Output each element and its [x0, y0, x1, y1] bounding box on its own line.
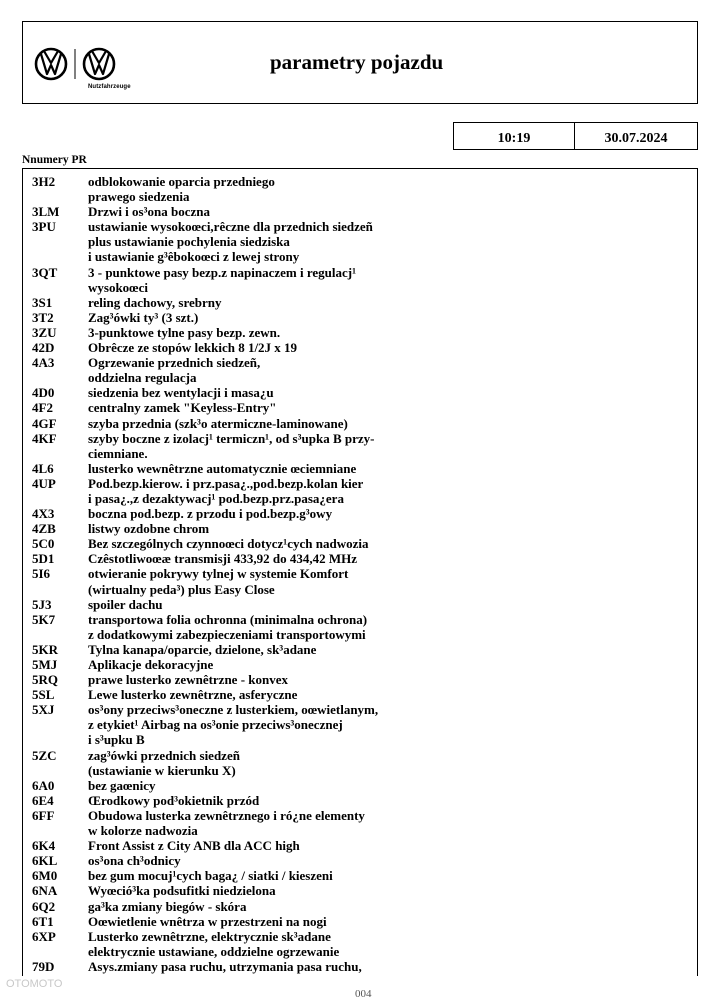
pr-item: [23, 748, 697, 763]
pr-description: Œrodkowy pod³okietnik przód: [88, 792, 260, 808]
pr-description: Bez szczególnych czynnoœci dotycz¹cych nadwozia: [88, 536, 369, 552]
pr-description: Drzwi i os³ona boczna: [88, 204, 210, 220]
pr-description: Oœwietlenie wnêtrza w przestrzeni na nogi: [88, 913, 327, 929]
pr-item: [23, 687, 697, 702]
pr-item: [23, 959, 697, 974]
pr-code: 6Q2: [32, 898, 56, 914]
pr-item-continuation: [23, 491, 697, 506]
pr-item: [23, 204, 697, 219]
pr-description: Asys.zmiany pasa ruchu, utrzymania pasa ruchu,: [88, 958, 362, 974]
pr-code: 79D: [32, 958, 55, 974]
pr-code: [23, 370, 88, 385]
time-value: 10:19: [497, 131, 531, 146]
pr-description: Obudowa lusterka zewnêtrznego i ró¿ne elementy: [88, 807, 365, 823]
pr-item: [23, 219, 697, 234]
pr-item: [23, 536, 697, 551]
pr-description: boczna pod.bezp. z przodu i pod.bezp.g³owy: [88, 506, 333, 522]
pr-item: [23, 868, 697, 883]
pr-code: 6FF: [32, 807, 55, 823]
pr-code: 4D0: [32, 385, 55, 401]
pr-description: wysokoœci: [88, 279, 148, 295]
pr-description: Lewe lusterko zewnêtrzne, asferyczne: [88, 687, 298, 703]
pr-code: 3ZU: [32, 324, 57, 340]
pr-item: [23, 416, 697, 431]
pr-description: prawe lusterko zewnêtrzne - konvex: [88, 672, 289, 688]
pr-code: 5K7: [32, 611, 56, 627]
pr-code: 3S1: [32, 294, 53, 310]
pr-description: bez gaœnicy: [88, 777, 156, 793]
pr-description: centralny zamek "Keyless-Entry": [88, 400, 277, 416]
pr-description: os³ona ch³odnicy: [88, 853, 181, 869]
pr-code: 42D: [32, 340, 55, 356]
pr-code: [23, 234, 88, 249]
pr-item: [23, 461, 697, 476]
pr-code: [23, 491, 88, 506]
time-cell: [453, 122, 575, 150]
pr-item-continuation: [23, 823, 697, 838]
pr-item: [23, 265, 697, 280]
pr-code: 5I6: [32, 566, 51, 582]
page-title: parametry pojazdu: [270, 50, 444, 74]
pr-item: [23, 431, 697, 446]
pr-item: [23, 914, 697, 929]
pr-description: i s³upku B: [88, 732, 145, 748]
pr-description: Zag³ówki ty³ (3 szt.): [88, 309, 199, 325]
pr-description: prawego siedzenia: [88, 189, 190, 205]
date-cell: [574, 122, 698, 150]
pr-item-continuation: [23, 627, 697, 642]
pr-code: 4KF: [32, 430, 57, 446]
pr-item: [23, 597, 697, 612]
pr-code: 5ZC: [32, 747, 57, 763]
pr-description: reling dachowy, srebrny: [88, 294, 222, 310]
pr-code: 4F2: [32, 400, 53, 416]
pr-item-continuation: [23, 446, 697, 461]
pr-code: 3PU: [32, 219, 56, 235]
pr-item: [23, 929, 697, 944]
pr-list: [23, 174, 697, 974]
pr-item-continuation: [23, 717, 697, 732]
pr-code: 6T1: [32, 913, 54, 929]
pr-code: 3LM: [32, 204, 60, 220]
pr-code: 3T2: [32, 309, 54, 325]
pr-description: otwieranie pokrywy tylnej w systemie Komfort: [88, 566, 349, 582]
pr-item: [23, 793, 697, 808]
pr-item: [23, 566, 697, 581]
pr-code: [23, 446, 88, 461]
pr-code: [23, 717, 88, 732]
pr-item: [23, 521, 697, 536]
pr-description: z dodatkowymi zabezpieczeniami transportowymi: [88, 626, 366, 642]
pr-code: 6NA: [32, 883, 58, 899]
pr-item: [23, 612, 697, 627]
pr-description: listwy ozdobne chrom: [88, 521, 210, 537]
pr-code: [23, 763, 88, 778]
pr-description: Pod.bezp.kierow. i prz.pasa¿.,pod.bezp.kolan kier: [88, 475, 364, 491]
pr-item: [23, 355, 697, 370]
pr-code: 4A3: [32, 355, 55, 371]
pr-description: siedzenia bez wentylacji i masa¿u: [88, 385, 274, 401]
pr-code: 6XP: [32, 928, 56, 944]
pr-code: [23, 582, 88, 597]
pr-code: [23, 280, 88, 295]
pr-description: i ustawianie g³êbokoœci z lewej strony: [88, 249, 300, 265]
pr-item-continuation: [23, 582, 697, 597]
pr-description: 3-punktowe tylne pasy bezp. zewn.: [88, 324, 281, 340]
pr-code: 5C0: [32, 536, 55, 552]
page-fragment: 004: [355, 988, 372, 999]
pr-description: 3 - punktowe pasy bezp.z napinaczem i regulacj¹: [88, 264, 356, 280]
pr-description: os³ony przeciws³oneczne z lusterkiem, oœwietlanym,: [88, 702, 379, 718]
pr-item: [23, 551, 697, 566]
pr-item-continuation: [23, 763, 697, 778]
pr-code: 5KR: [32, 641, 58, 657]
pr-item-continuation: [23, 249, 697, 264]
pr-item: [23, 672, 697, 687]
pr-code: [23, 732, 88, 747]
pr-list-box: [22, 168, 698, 976]
pr-item: [23, 702, 697, 717]
pr-description: i pasa¿.,z dezaktywacj¹ pod.bezp.prz.pasa¿era: [88, 490, 344, 506]
pr-code: 4L6: [32, 460, 54, 476]
pr-code: 5MJ: [32, 657, 58, 672]
pr-item: [23, 808, 697, 823]
pr-description: Czêstotliwoœæ transmisji 433,92 do 434,42 MHz: [88, 551, 357, 567]
pr-item: [23, 642, 697, 657]
pr-item: [23, 295, 697, 310]
pr-item: [23, 340, 697, 355]
pr-item: [23, 838, 697, 853]
pr-code: 4X3: [32, 506, 55, 522]
watermark: OTOMOTO: [6, 978, 63, 990]
pr-item-continuation: [23, 280, 697, 295]
pr-code: [23, 627, 88, 642]
pr-description: lusterko wewnêtrzne automatycznie œciemniane: [88, 460, 357, 476]
pr-item: [23, 657, 697, 672]
pr-code: [23, 944, 88, 959]
pr-item-continuation: [23, 189, 697, 204]
pr-item-continuation: [23, 732, 697, 747]
pr-description: ciemniane.: [88, 445, 148, 461]
pr-description: zag³ówki przednich siedzeñ: [88, 747, 240, 763]
pr-description: elektrycznie ustawiane, oddzielne ogrzewanie: [88, 943, 340, 959]
pr-description: Wyœció³ka podsufitki niedzielona: [88, 883, 276, 899]
pr-item: [23, 476, 697, 491]
pr-description: bez gum mocuj¹cych baga¿ / siatki / kieszeni: [88, 868, 333, 884]
pr-description: (wirtualny peda³) plus Easy Close: [88, 581, 275, 597]
pr-item-continuation: [23, 944, 697, 959]
pr-code: [23, 189, 88, 204]
header-box: [22, 21, 698, 104]
pr-description: Ogrzewanie przednich siedzeñ,: [88, 355, 261, 371]
pr-code: 4ZB: [32, 521, 56, 537]
pr-item: [23, 385, 697, 400]
vw-logos: [33, 46, 133, 96]
pr-code: 5J3: [32, 596, 52, 612]
pr-description: ustawianie wysokoœci,rêczne dla przednich siedzeñ: [88, 219, 373, 235]
pr-description: odblokowanie oparcia przedniego: [88, 174, 275, 189]
pr-description: oddzielna regulacja: [88, 370, 197, 386]
pr-code: 4GF: [32, 415, 57, 431]
logo-caption: Nutzfahrzeuge: [88, 84, 131, 90]
pr-code: 4UP: [32, 475, 56, 491]
pr-code: 6A0: [32, 777, 55, 793]
pr-item-continuation: [23, 370, 697, 385]
pr-description: szyba przednia (szk³o atermiczne-laminowane): [88, 415, 348, 431]
pr-code: 5SL: [32, 687, 55, 703]
pr-code: 5RQ: [32, 672, 58, 688]
pr-description: z etykiet¹ Airbag na os³onie przeciws³onecznej: [88, 717, 343, 733]
pr-code: 6K4: [32, 838, 56, 854]
pr-description: Lusterko zewnêtrzne, elektrycznie sk³adane: [88, 928, 331, 944]
pr-description: spoiler dachu: [88, 596, 163, 612]
pr-description: transportowa folia ochronna (minimalna ochrona): [88, 611, 368, 627]
pr-code: 6KL: [32, 853, 58, 869]
pr-item: [23, 883, 697, 898]
pr-code: 5D1: [32, 551, 55, 567]
pr-description: plus ustawianie pochylenia siedziska: [88, 234, 290, 250]
pr-item: [23, 310, 697, 325]
pr-code: [23, 823, 88, 838]
pr-description: Aplikacje dekoracyjne: [88, 657, 214, 672]
pr-item: [23, 506, 697, 521]
pr-code: 6E4: [32, 792, 54, 808]
pr-code: 6M0: [32, 868, 58, 884]
pr-description: Obrêcze ze stopów lekkich 8 1/2J x 19: [88, 340, 298, 356]
section-label: Nnumery PR: [22, 154, 87, 166]
pr-description: Tylna kanapa/oparcie, dzielone, sk³adane: [88, 641, 317, 657]
date-value: 30.07.2024: [604, 131, 668, 146]
pr-description: Front Assist z City ANB dla ACC high: [88, 838, 300, 854]
pr-item-continuation: [23, 234, 697, 249]
pr-item: [23, 400, 697, 415]
pr-item: [23, 853, 697, 868]
pr-description: szyby boczne z izolacj¹ termiczn¹, od s³upka B przy-: [88, 430, 375, 446]
pr-item: [23, 325, 697, 340]
pr-description: w kolorze nadwozia: [88, 823, 198, 839]
pr-code: 3H2: [32, 174, 56, 189]
pr-description: (ustawianie w kierunku X): [88, 762, 236, 778]
pr-code: [23, 249, 88, 264]
pr-item: [23, 174, 697, 189]
vw-logo-icon: [33, 46, 143, 86]
pr-description: ga³ka zmiany biegów - skóra: [88, 898, 247, 914]
pr-item: [23, 778, 697, 793]
pr-code: 3QT: [32, 264, 58, 280]
pr-item: [23, 899, 697, 914]
pr-code: 5XJ: [32, 702, 55, 718]
